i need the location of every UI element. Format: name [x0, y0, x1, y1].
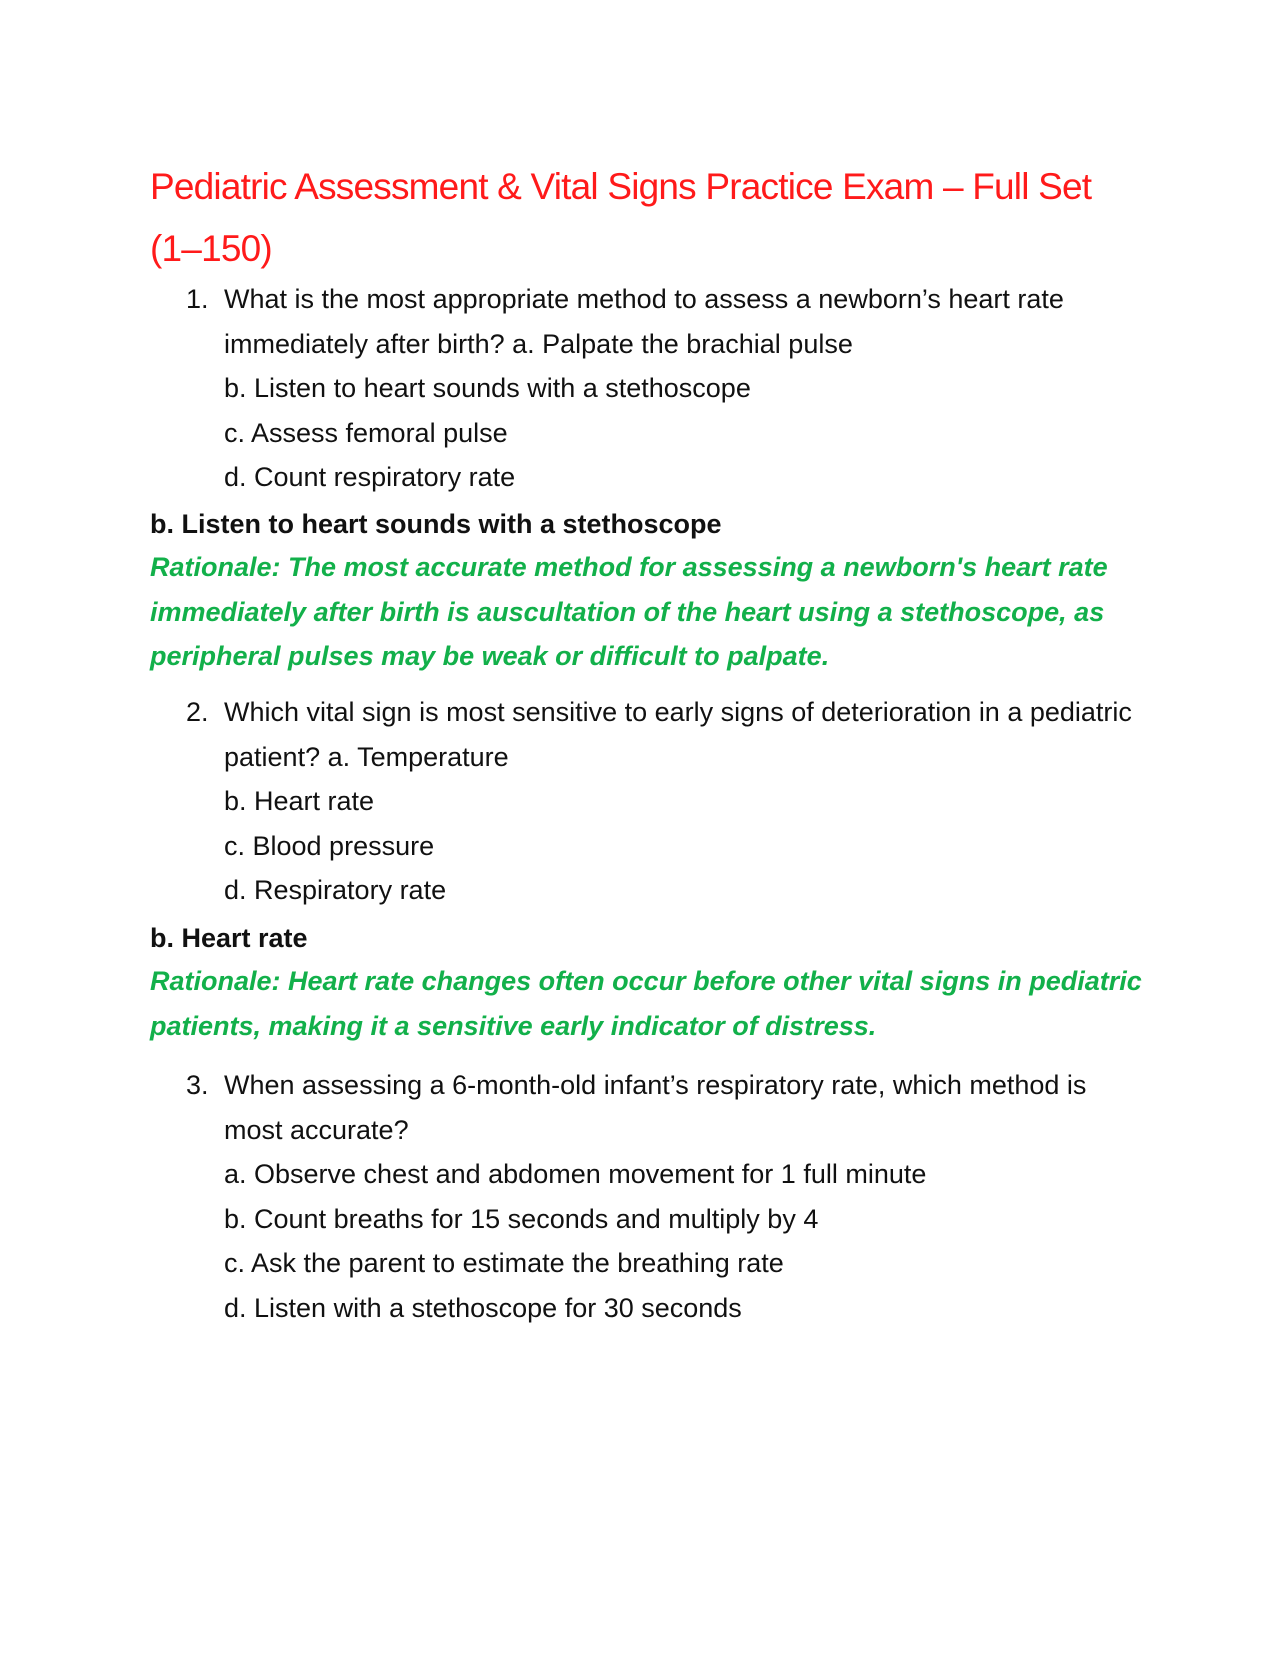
rationale-2: Rationale: Heart rate changes often occur before other vital signs in pediatric patients, making it a sensitive early indicator of distress. [150, 966, 1142, 1041]
answer-option: b. Count breaths for 15 seconds and multiply by 4 [224, 1203, 819, 1234]
question-2 [186, 690, 1146, 913]
answer-option: d. Respiratory rate [224, 875, 447, 905]
answer-option: b. Heart rate [224, 786, 375, 816]
answer-option: c. Assess femoral pulse [224, 417, 508, 448]
question-1 [186, 277, 1146, 500]
answer-option: c. Ask the parent to estimate the breathing rate [224, 1248, 784, 1278]
question-stem [186, 1063, 1146, 1152]
question-text: What is the most appropriate method to assess a newborn’s heart rate immediately after birth? a. Palpate the brachial pulse [224, 284, 1064, 359]
answer-option: c. Blood pressure [224, 830, 435, 861]
question-stem [186, 690, 1146, 779]
answer-option: d. Listen with a stethoscope for 30 seconds [224, 1292, 742, 1323]
question-text: When assessing a 6-month-old infant’s respiratory rate, which method is most accurate? [224, 1070, 1087, 1145]
answer-option: a. Observe chest and abdomen movement for 1 full minute [224, 1159, 927, 1189]
question-number: 2. [186, 697, 209, 727]
correct-answer-2: b. Heart rate [150, 923, 308, 953]
correct-answer-1: b. Listen to heart sounds with a stethoscope [150, 509, 722, 539]
question-3 [186, 1063, 1146, 1330]
rationale-1: Rationale: The most accurate method for assessing a newborn's heart rate immediately after birth is auscultation of the heart using a stethoscope, as peripheral pulses may be weak or difficult to palpate. [150, 552, 1108, 671]
question-number: 3. [186, 1070, 209, 1100]
question-text: Which vital sign is most sensitive to early signs of deterioration in a pediatric patient? a. Temperature [224, 697, 1132, 772]
question-stem [186, 277, 1146, 366]
answer-option: d. Count respiratory rate [224, 462, 516, 492]
page-title: Pediatric Assessment & Vital Signs Practice Exam – Full Set (1–150) [150, 166, 1092, 269]
question-number: 1. [186, 284, 209, 314]
answer-option: b. Listen to heart sounds with a stethoscope [224, 373, 751, 403]
